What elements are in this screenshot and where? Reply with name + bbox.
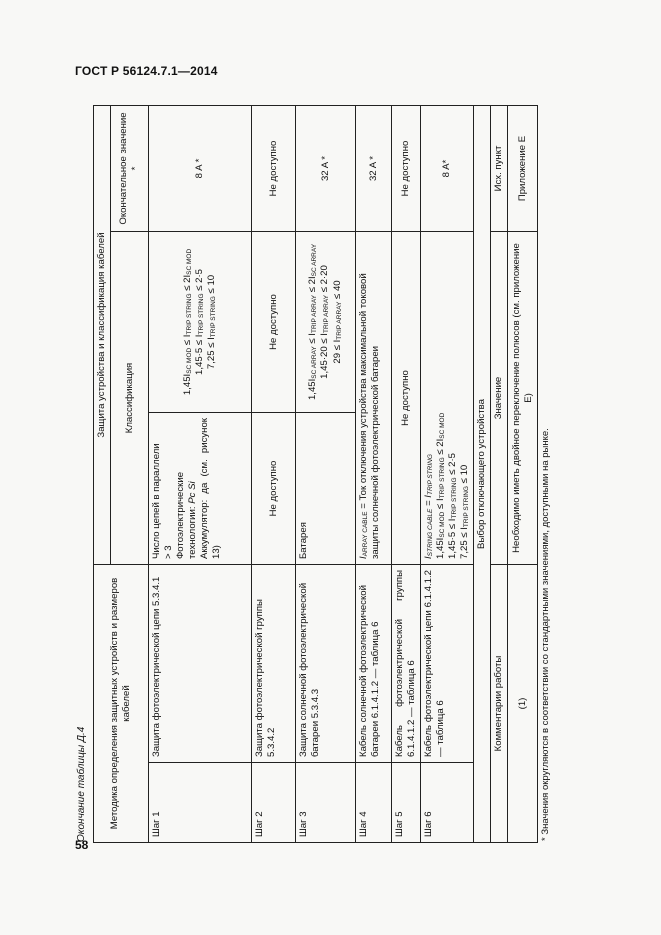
step-label: Шаг 1 [149,763,252,843]
table-row [356,106,392,843]
step-description: Защита фотоэлектрической группы 5.3.4.2 [252,565,296,763]
classification-b: Не доступно [252,232,296,413]
classification-merged: Не доступно [392,232,421,565]
classification-b: $1,45I_{SC MOD} \le I_{TRIP STRING} \le 2I_{SC MOD}$ $1,45\cdot 5 \le I_{TRIP STRING} \le 2\cdot 5$ $7,25 \le I_{TRIP STRING} \le 10$ [149,232,252,413]
classification-merged: $I_{ARRAY CABLE}$ = Ток отключения устройства максимальной токовой защиты солнечной фотоэлектрической батареи [356,232,392,565]
final-value: 8 A * [149,106,252,232]
step-label: Шаг 5 [392,763,421,843]
header-group: Защита устройства и классификация кабелей [94,106,111,565]
table-row [392,106,421,843]
header-final-value: Окончательное значение * [111,106,149,232]
comments-header: Комментарии работы [491,565,508,843]
step-description: Кабель фотоэлектрической цепи 6.1.4.1.2 — таблица 6 [420,565,474,763]
value-header: Значение [491,232,508,565]
page-number: 58 [75,838,89,852]
step-description: Кабель фотоэлектрической группы 6.1.4.1.2 — таблица 6 [392,565,421,763]
table-row [508,106,538,843]
comment-id: (1) [508,565,538,843]
step-description: Кабель солнечной фотоэлектрической батареи 6.1.4.1.2 — таблица 6 [356,565,392,763]
protection-table [93,105,538,843]
array-cable-text: = Ток отключения устройства максимальной токовой защиты солнечной фотоэлектрической батареи [358,273,382,559]
footnote: * Значения округляются в соответствии со стандартными значениями, доступными на рынке. [540,428,552,841]
step-description: Защита фотоэлектрической цепи 5.3.4.1 [149,565,252,763]
step-label: Шаг 4 [356,763,392,843]
table-row [94,106,111,843]
table-row [296,106,356,843]
comment-source: Приложение Е [508,106,538,232]
selection-header: Выбор отключающего устройства [474,106,491,843]
rotated-table-area [76,93,552,843]
step-label: Шаг 2 [252,763,296,843]
classification-b: $1,45I_{SC ARRAY} \le I_{TRIP ARRAY} \le 2I_{SC ARRAY}$ $1,45\cdot 20 \le I_{TRIP ARRAY} \le 2\cdot 20$ $29 \le I_{TRIP ARRAY} \le 40$ [296,232,356,413]
step-description: Защита солнечной фотоэлектрической батареи 5.3.4.3 [296,565,356,763]
final-value: 32 A * [296,106,356,232]
comment-value: Необходимо иметь двойное переключение полюсов (см. приложение Е) [508,232,538,565]
step-label: Шаг 6 [420,763,474,843]
step-label: Шаг 3 [296,763,356,843]
classification-merged: $I_{STRING CABLE} = I_{TRIP STRING}$ $1,45I_{SC MOD} \le I_{TRIP STRING} \le 2I_{SC MOD}$ $1,45\cdot 5 \le I_{TRIP STRING} \le 2\cdot 5$ $7,25 \le I_{TRIP STRING} \le 10$ [420,232,474,565]
final-value: 32 A * [356,106,392,232]
final-value: Не доступно [392,106,421,232]
classification-a: Не доступно [252,413,296,565]
final-value: 8 A* [420,106,474,232]
header-method: Методика определения защитных устройств и размеров кабелей [94,565,149,843]
source-header: Исх. пункт [491,106,508,232]
table-row [252,106,296,843]
final-value: Не доступно [252,106,296,232]
table-row [474,106,491,843]
table-row [420,106,474,843]
document-header: ГОСТ Р 56124.7.1—2014 [75,64,218,78]
table-caption: Окончание таблицы Д.4 [76,726,87,842]
header-classification: Классификация [111,232,149,565]
table-row [491,106,508,843]
classification-a: Батарея [296,413,356,565]
table-row [149,106,252,843]
classification-a: Число цепей в параллели > 3 Фотоэлектрические технологии: Pc Si Аккумулятор: да (см. рисунок 13) [149,413,252,565]
